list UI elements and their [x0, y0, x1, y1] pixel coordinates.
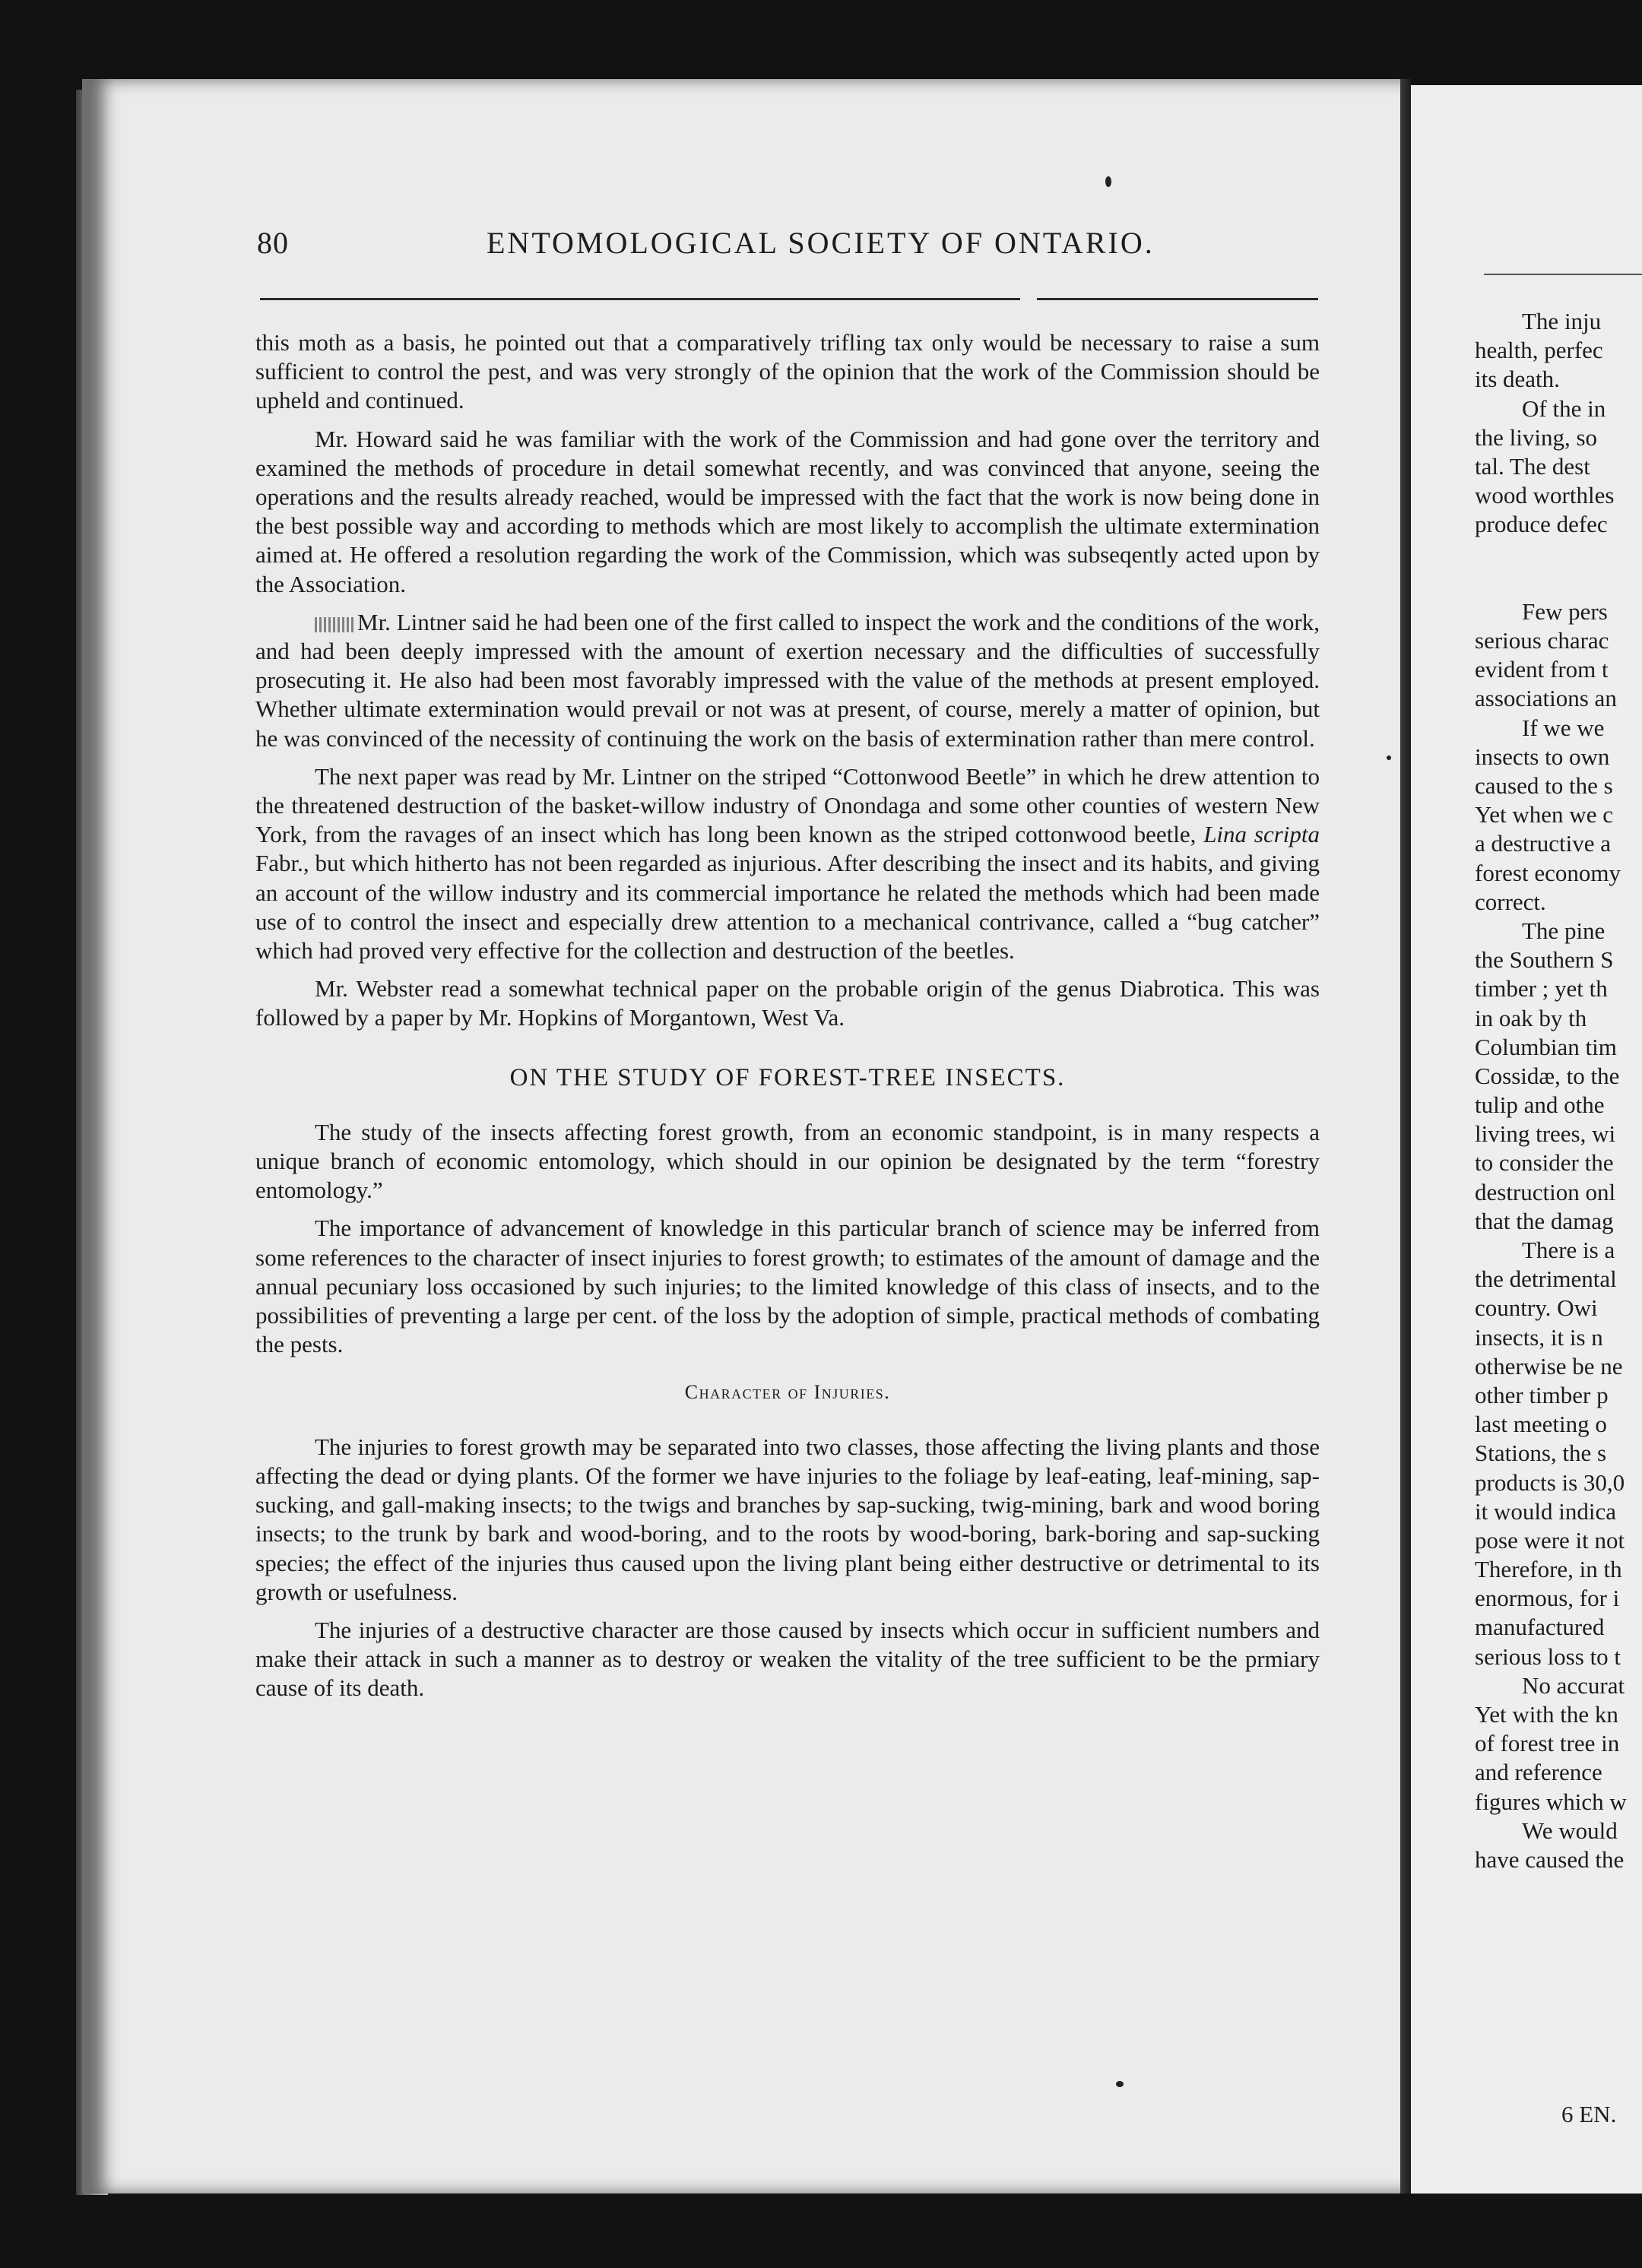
right-page-line: There is a: [1475, 1237, 1615, 1263]
species-name: Lina scripta: [1203, 821, 1320, 848]
subsection-title: Character of Injuries.: [684, 1380, 891, 1403]
paragraph: [255, 608, 1320, 753]
page-number: 80: [257, 226, 289, 260]
right-page-line: products is 30,0: [1475, 1468, 1625, 1496]
right-page-line: Yet with the kn: [1475, 1701, 1618, 1728]
right-page-line: The inju: [1475, 308, 1602, 334]
right-page-line: caused to the s: [1475, 772, 1613, 799]
right-page-line: of forest tree in: [1475, 1730, 1620, 1757]
right-page-line: [1475, 540, 1642, 569]
signature-mark: 6 EN.: [1561, 2101, 1617, 2127]
right-page-line: in oak by th: [1475, 1004, 1587, 1031]
right-page-line: associations an: [1475, 685, 1617, 712]
right-page-line: insects to own: [1475, 743, 1610, 770]
right-page-line: country. Owi: [1475, 1294, 1598, 1322]
right-page-line: Therefore, in th: [1475, 1556, 1622, 1583]
paragraph: Mr. Webster read a somewhat technical paper on the probable origin of the genus Diabrotica. This was followed by a paper by Mr. Hopkins of Morgantown, West Va.: [255, 975, 1320, 1031]
right-page-line: The pine: [1475, 917, 1606, 944]
running-header: [257, 225, 1321, 271]
right-page-line: tal. The dest: [1475, 452, 1590, 480]
right-page-rule: [1484, 274, 1642, 275]
ink-speck: [1387, 755, 1391, 760]
right-page-line: Few pers: [1475, 597, 1608, 625]
right-page-line: that the damag: [1475, 1207, 1614, 1234]
right-page-line: forest economy: [1475, 859, 1621, 886]
paragraph: The injuries of a destructive character are those caused by insects which occur in sufficient numbers and make their attack in such a manner as to destroy or weaken the vitality of the tree sufficient to be the prmiary cause of its death.: [255, 1616, 1320, 1702]
running-title: ENTOMOLOGICAL SOCIETY OF ONTARIO.: [487, 226, 1155, 260]
printer-mark-icon: [315, 617, 354, 632]
right-page-line: enormous, for i: [1475, 1585, 1620, 1612]
right-page-line: a destructive a: [1475, 830, 1612, 857]
right-page-line: correct.: [1475, 888, 1546, 915]
ink-speck: [1105, 176, 1111, 187]
right-page-line: insects, it is n: [1475, 1323, 1603, 1351]
right-page-line: to consider the: [1475, 1149, 1614, 1177]
paragraph: Mr. Howard said he was familiar with the work of the Commission and had gone over the territory and examined the methods of procedure in detail somewhat recently, and was convinced that anyone, seeing the operations and the results already reached, would be impressed with the fact that the work is now being done in the best possible way and according to methods which are most likely to accomplish the ultimate extermination aimed at. He offered a resolution regarding the work of the Commission, which was subseqently acted upon by the Association.: [255, 425, 1320, 597]
right-page-line: Of the in: [1475, 394, 1606, 422]
paragraph-text: The next paper was read by Mr. Lintner on the striped “Cottonwood Beetle” in which he drew attention to the threatened destruction of the basket-willow industry of Onondaga and some other counties of western New York, from the ravages of an insect which has long been known as the striped cottonwood beetle,: [255, 762, 1320, 848]
paragraph: The injuries to forest growth may be separated into two classes, those affecting the living plants and those affecting the dead or dying plants. Of the former we have injuries to the foliage by leaf-eating, leaf-mining, sap-sucking, and gall-making insects; to the twigs and branches by sap-sucking, twig-mining, bark and wood boring insects; to the trunk by bark and wood-boring, and to the roots by wood-boring, bark-boring and sap-sucking species; the effect of the injuries thus caused upon the living plant being either destructive or detrimental to its growth or usefulness.: [255, 1433, 1320, 1605]
right-page-line: Columbian tim: [1475, 1033, 1617, 1060]
right-page-line: Cossidæ, to the: [1475, 1062, 1620, 1089]
right-page-line: manufactured: [1475, 1614, 1605, 1641]
right-page-line: evident from t: [1475, 656, 1609, 683]
right-page-line: Yet when we c: [1475, 801, 1613, 828]
right-page-line: its death.: [1475, 366, 1560, 393]
right-page-line: it would indica: [1475, 1497, 1616, 1525]
right-page-line: serious loss to t: [1475, 1642, 1621, 1670]
right-page-line: produce defec: [1475, 511, 1608, 538]
right-page-line: have caused the: [1475, 1845, 1625, 1873]
right-page-line: figures which w: [1475, 1788, 1627, 1815]
right-page-line: otherwise be ne: [1475, 1352, 1623, 1379]
right-page-line: pose were it not: [1475, 1526, 1625, 1554]
right-page-line: the Southern S: [1475, 946, 1614, 974]
right-page-text: [1475, 307, 1642, 1874]
right-page-line: Stations, the s: [1475, 1440, 1607, 1467]
paragraph: The importance of advancement of knowledge in this particular branch of science may be inferred from some references to the character of insect injuries to forest growth; to estimates of the amount of damage and the annual pecuniary loss occasioned by such injuries; to the limited knowledge of this class of insects, and to the possibilities of preventing a large per cent. of the loss by the adoption of simple, practical methods of combating the pests.: [255, 1215, 1320, 1358]
page-gutter: [1400, 79, 1411, 2194]
paragraph: [255, 762, 1320, 965]
right-page-line: We would: [1475, 1817, 1618, 1844]
right-page-line: other timber p: [1475, 1381, 1609, 1408]
right-page-line: [1475, 569, 1642, 597]
right-page-line: living trees, wi: [1475, 1120, 1616, 1148]
paragraph: The study of the insects affecting forest growth, from an economic standpoint, is in many respects a unique branch of economic entomology, which should in our opinion be designated by the term “forestry entomology.”: [255, 1118, 1320, 1204]
right-page-line: If we we: [1475, 714, 1605, 741]
body-text: [255, 328, 1320, 1712]
right-page-line: the detrimental: [1475, 1265, 1617, 1293]
right-page-line: timber ; yet th: [1475, 975, 1608, 1003]
paragraph: this moth as a basis, he pointed out that a comparatively trifling tax only would be necessary to raise a sum sufficient to control the pest, and was very strongly of the opinion that the work of the Commission should be upheld and continued.: [255, 329, 1320, 414]
section-title: ON THE STUDY OF FOREST-TREE INSECTS.: [509, 1063, 1066, 1091]
right-page-line: tulip and othe: [1475, 1091, 1605, 1119]
right-page-line: health, perfec: [1475, 337, 1603, 364]
header-rule: [260, 298, 1020, 300]
right-page-line: last meeting o: [1475, 1411, 1607, 1438]
right-page-line: and reference: [1475, 1759, 1602, 1786]
right-page-line: the living, so: [1475, 423, 1598, 451]
right-page-line: serious charac: [1475, 627, 1609, 654]
ink-speck: [1116, 2081, 1124, 2087]
right-page-line: No accurat: [1475, 1671, 1625, 1699]
paragraph-text: Mr. Lintner said he had been one of the first called to inspect the work and the conditions of the work, and had been deeply impressed with the amount of exertion necessary and the difficulties of successfully prosecuting it. He also had been most favorably impressed with the value of the methods at present employed. Whether ultimate extermination would prevail or not was at present, of course, merely a matter of opinion, but he was convinced of the necessity of continuing the work on the basis of extermination rather than mere control.: [255, 608, 1320, 752]
paragraph-text: Fabr., but which hitherto has not been regarded as injurious. After describing the insect and its habits, and giving an account of the willow industry and its commercial importance he related the methods which had been made use of to control the insect and especially drew attention to a mechanical contrivance, called a “bug catcher” which had proved very effective for the collection and destruction of the beetles.: [255, 850, 1320, 965]
right-page-line: destruction onl: [1475, 1178, 1616, 1205]
header-rule: [1037, 298, 1318, 300]
right-page-line: wood worthles: [1475, 482, 1615, 509]
